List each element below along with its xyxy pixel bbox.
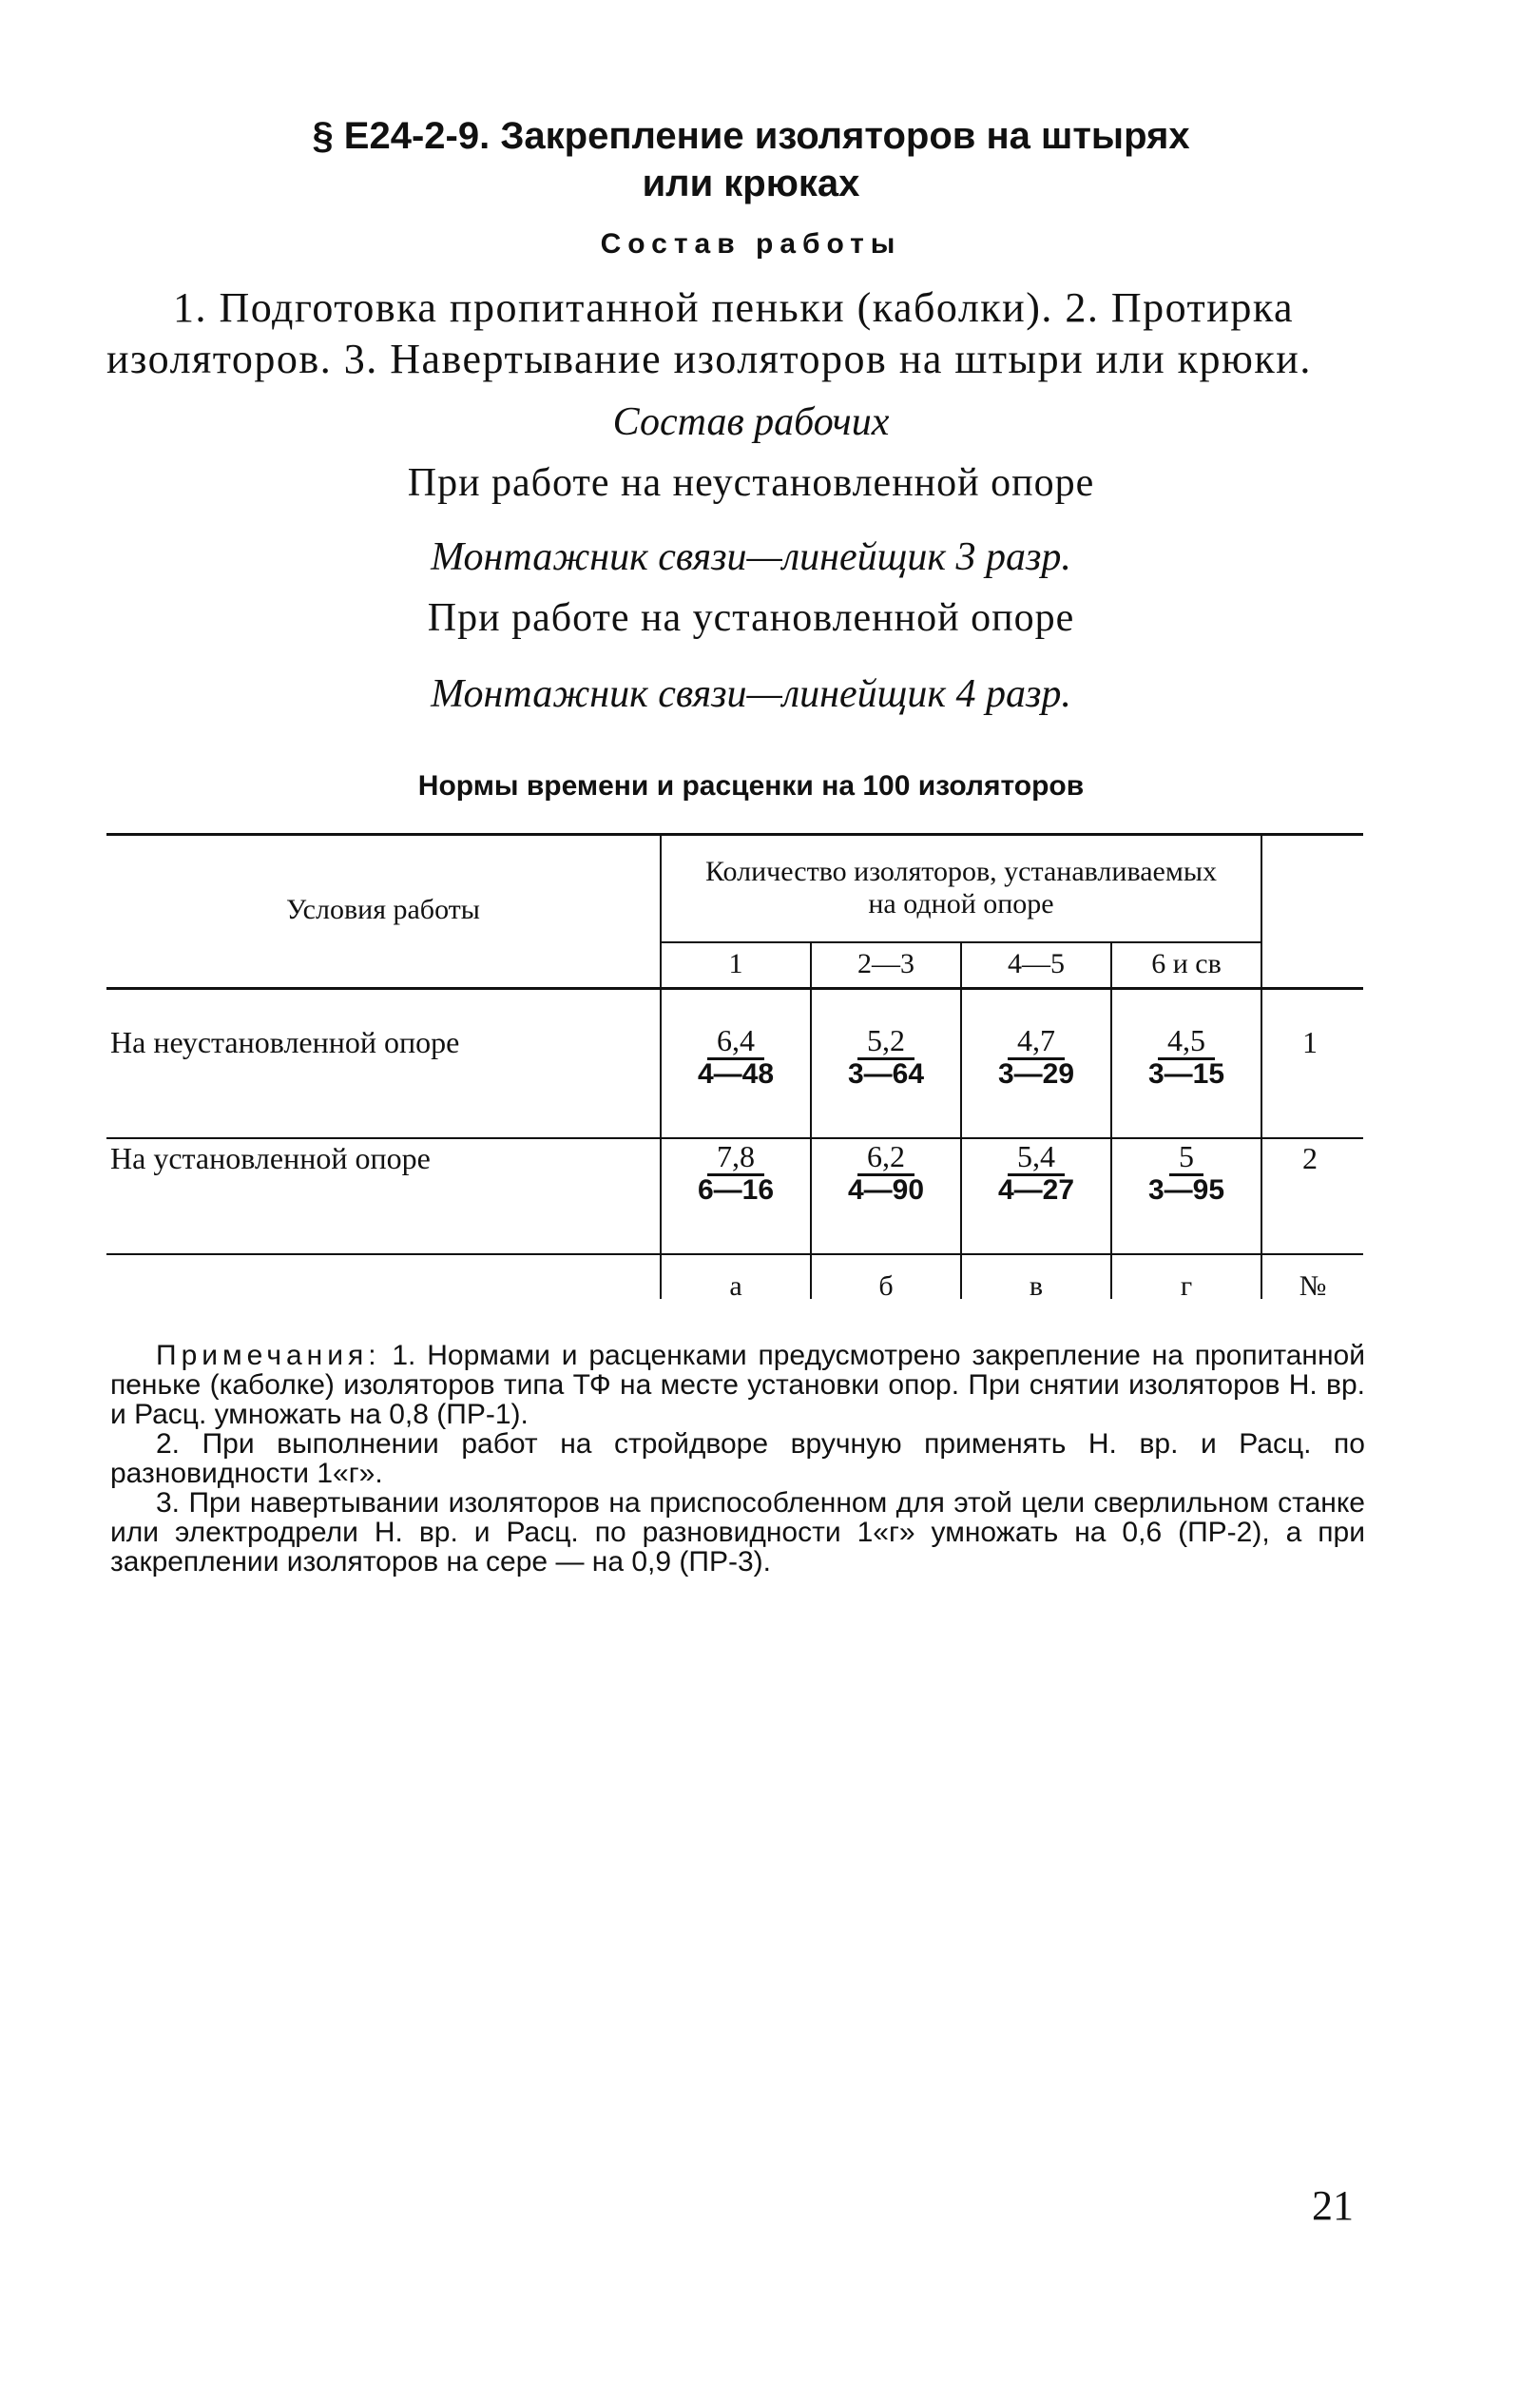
rate-value: 3—64 bbox=[847, 1058, 925, 1090]
row-2-label: На установленной опоре bbox=[110, 1141, 431, 1175]
rate-value: 3—95 bbox=[1147, 1174, 1225, 1206]
work-text-line1: 1. Подготовка пропитанной пеньки (каболки). 2. Протирка bbox=[173, 284, 1295, 331]
footer-letter-a: а bbox=[729, 1270, 742, 1302]
row-1-cell-c bbox=[984, 1023, 1088, 1091]
rate-value: 4—90 bbox=[847, 1174, 925, 1206]
section-title bbox=[190, 112, 1312, 207]
page-number: 21 bbox=[1312, 2182, 1354, 2229]
condition-1: При работе на неустановленной опоре bbox=[407, 461, 1095, 505]
col-group-line1: Количество изоляторов, устанавливаемых bbox=[705, 856, 1217, 887]
vrule-4 bbox=[1110, 941, 1112, 1299]
row-2-number: 2 bbox=[1302, 1141, 1318, 1175]
subcol-4: 6 и св bbox=[1151, 948, 1222, 979]
note-3: 3. При навертывании изоляторов на приспособленном для этой цели сверлильном станке или электродрели Н. вр. и Расц. по разновидности 1«г» умножать на 0,6 (ПР-2), а при закреплении изоляторов на сере — на 0,9 (ПР-3). bbox=[110, 1487, 1365, 1578]
note-1 bbox=[110, 1341, 1365, 1429]
notes-label: Примечания: bbox=[156, 1340, 381, 1371]
subcol-1: 1 bbox=[728, 948, 743, 979]
norm-value: 5,2 bbox=[857, 1023, 914, 1060]
work-text-line2: изоляторов. 3. Навертывание изоляторов на штыри или крюки. bbox=[106, 336, 1312, 382]
section-title-line2: или крюках bbox=[642, 163, 860, 204]
row-1-cell-a bbox=[683, 1023, 788, 1091]
row-1-cell-d bbox=[1134, 1023, 1239, 1091]
norm-value: 5 bbox=[1169, 1139, 1203, 1176]
col-conditions-header: Условия работы bbox=[286, 894, 480, 925]
work-composition-heading: Состав работы bbox=[600, 228, 902, 260]
vrule-3 bbox=[960, 941, 962, 1299]
table-title: Нормы времени и расценки на 100 изоляторов bbox=[417, 770, 1085, 802]
row-2-cell-a bbox=[683, 1139, 788, 1207]
work-composition-text bbox=[106, 282, 1380, 385]
row-2-cell-c bbox=[984, 1139, 1088, 1207]
rate-value: 6—16 bbox=[697, 1174, 775, 1206]
footer-number-sign: № bbox=[1299, 1270, 1327, 1302]
row-1-cell-b bbox=[834, 1023, 938, 1091]
vrule-5 bbox=[1261, 833, 1262, 1299]
norm-value: 7,8 bbox=[707, 1139, 764, 1176]
rate-value: 3—29 bbox=[997, 1058, 1075, 1090]
row-1-number: 1 bbox=[1302, 1025, 1318, 1059]
rate-value: 4—48 bbox=[697, 1058, 775, 1090]
col-group-header bbox=[662, 856, 1261, 920]
norm-value: 6,2 bbox=[857, 1139, 914, 1176]
workers-heading: Состав рабочих bbox=[612, 400, 890, 444]
note-1-text: 1. Нормами и расценками предусмотрено закрепление на пропитанной пеньке (каболке) изоляторов типа ТФ на месте установки опор. При снятии изоляторов Н. вр. и Расц. умножать на 0,8 (ПР-1). bbox=[110, 1340, 1365, 1430]
subcol-2: 2—3 bbox=[857, 948, 914, 979]
rate-value: 3—15 bbox=[1147, 1058, 1225, 1090]
footer-letter-c: в bbox=[1029, 1270, 1044, 1302]
table-top-rule bbox=[106, 833, 1363, 836]
worker-1: Монтажник связи—линейщик 3 разр. bbox=[431, 535, 1071, 579]
footer-letter-d: г bbox=[1180, 1270, 1193, 1302]
footer-letter-b: б bbox=[878, 1270, 894, 1302]
rate-value: 4—27 bbox=[997, 1174, 1075, 1206]
row-1-label: На неустановленной опоре bbox=[110, 1025, 460, 1059]
row-2-cell-b bbox=[834, 1139, 938, 1207]
col-group-line2: на одной опоре bbox=[868, 888, 1054, 919]
header-bottom-rule bbox=[106, 987, 1363, 990]
note-2: 2. При выполнении работ на стройдворе вручную применять Н. вр. и Расц. по разновидности 1«г». bbox=[110, 1428, 1365, 1489]
worker-2: Монтажник связи—линейщик 4 разр. bbox=[431, 672, 1071, 716]
row-2-cell-d bbox=[1134, 1139, 1239, 1207]
norm-value: 4,5 bbox=[1158, 1023, 1215, 1060]
norm-value: 5,4 bbox=[1008, 1139, 1065, 1176]
subcol-3: 4—5 bbox=[1008, 948, 1065, 979]
norm-value: 6,4 bbox=[707, 1023, 764, 1060]
vrule-2 bbox=[810, 941, 812, 1299]
norm-value: 4,7 bbox=[1008, 1023, 1065, 1060]
notes bbox=[110, 1341, 1365, 1577]
condition-2: При работе на установленной опоре bbox=[427, 596, 1075, 640]
body-bottom-rule bbox=[106, 1253, 1363, 1255]
section-title-line1: § Е24-2-9. Закрепление изоляторов на штырях bbox=[312, 115, 1190, 157]
